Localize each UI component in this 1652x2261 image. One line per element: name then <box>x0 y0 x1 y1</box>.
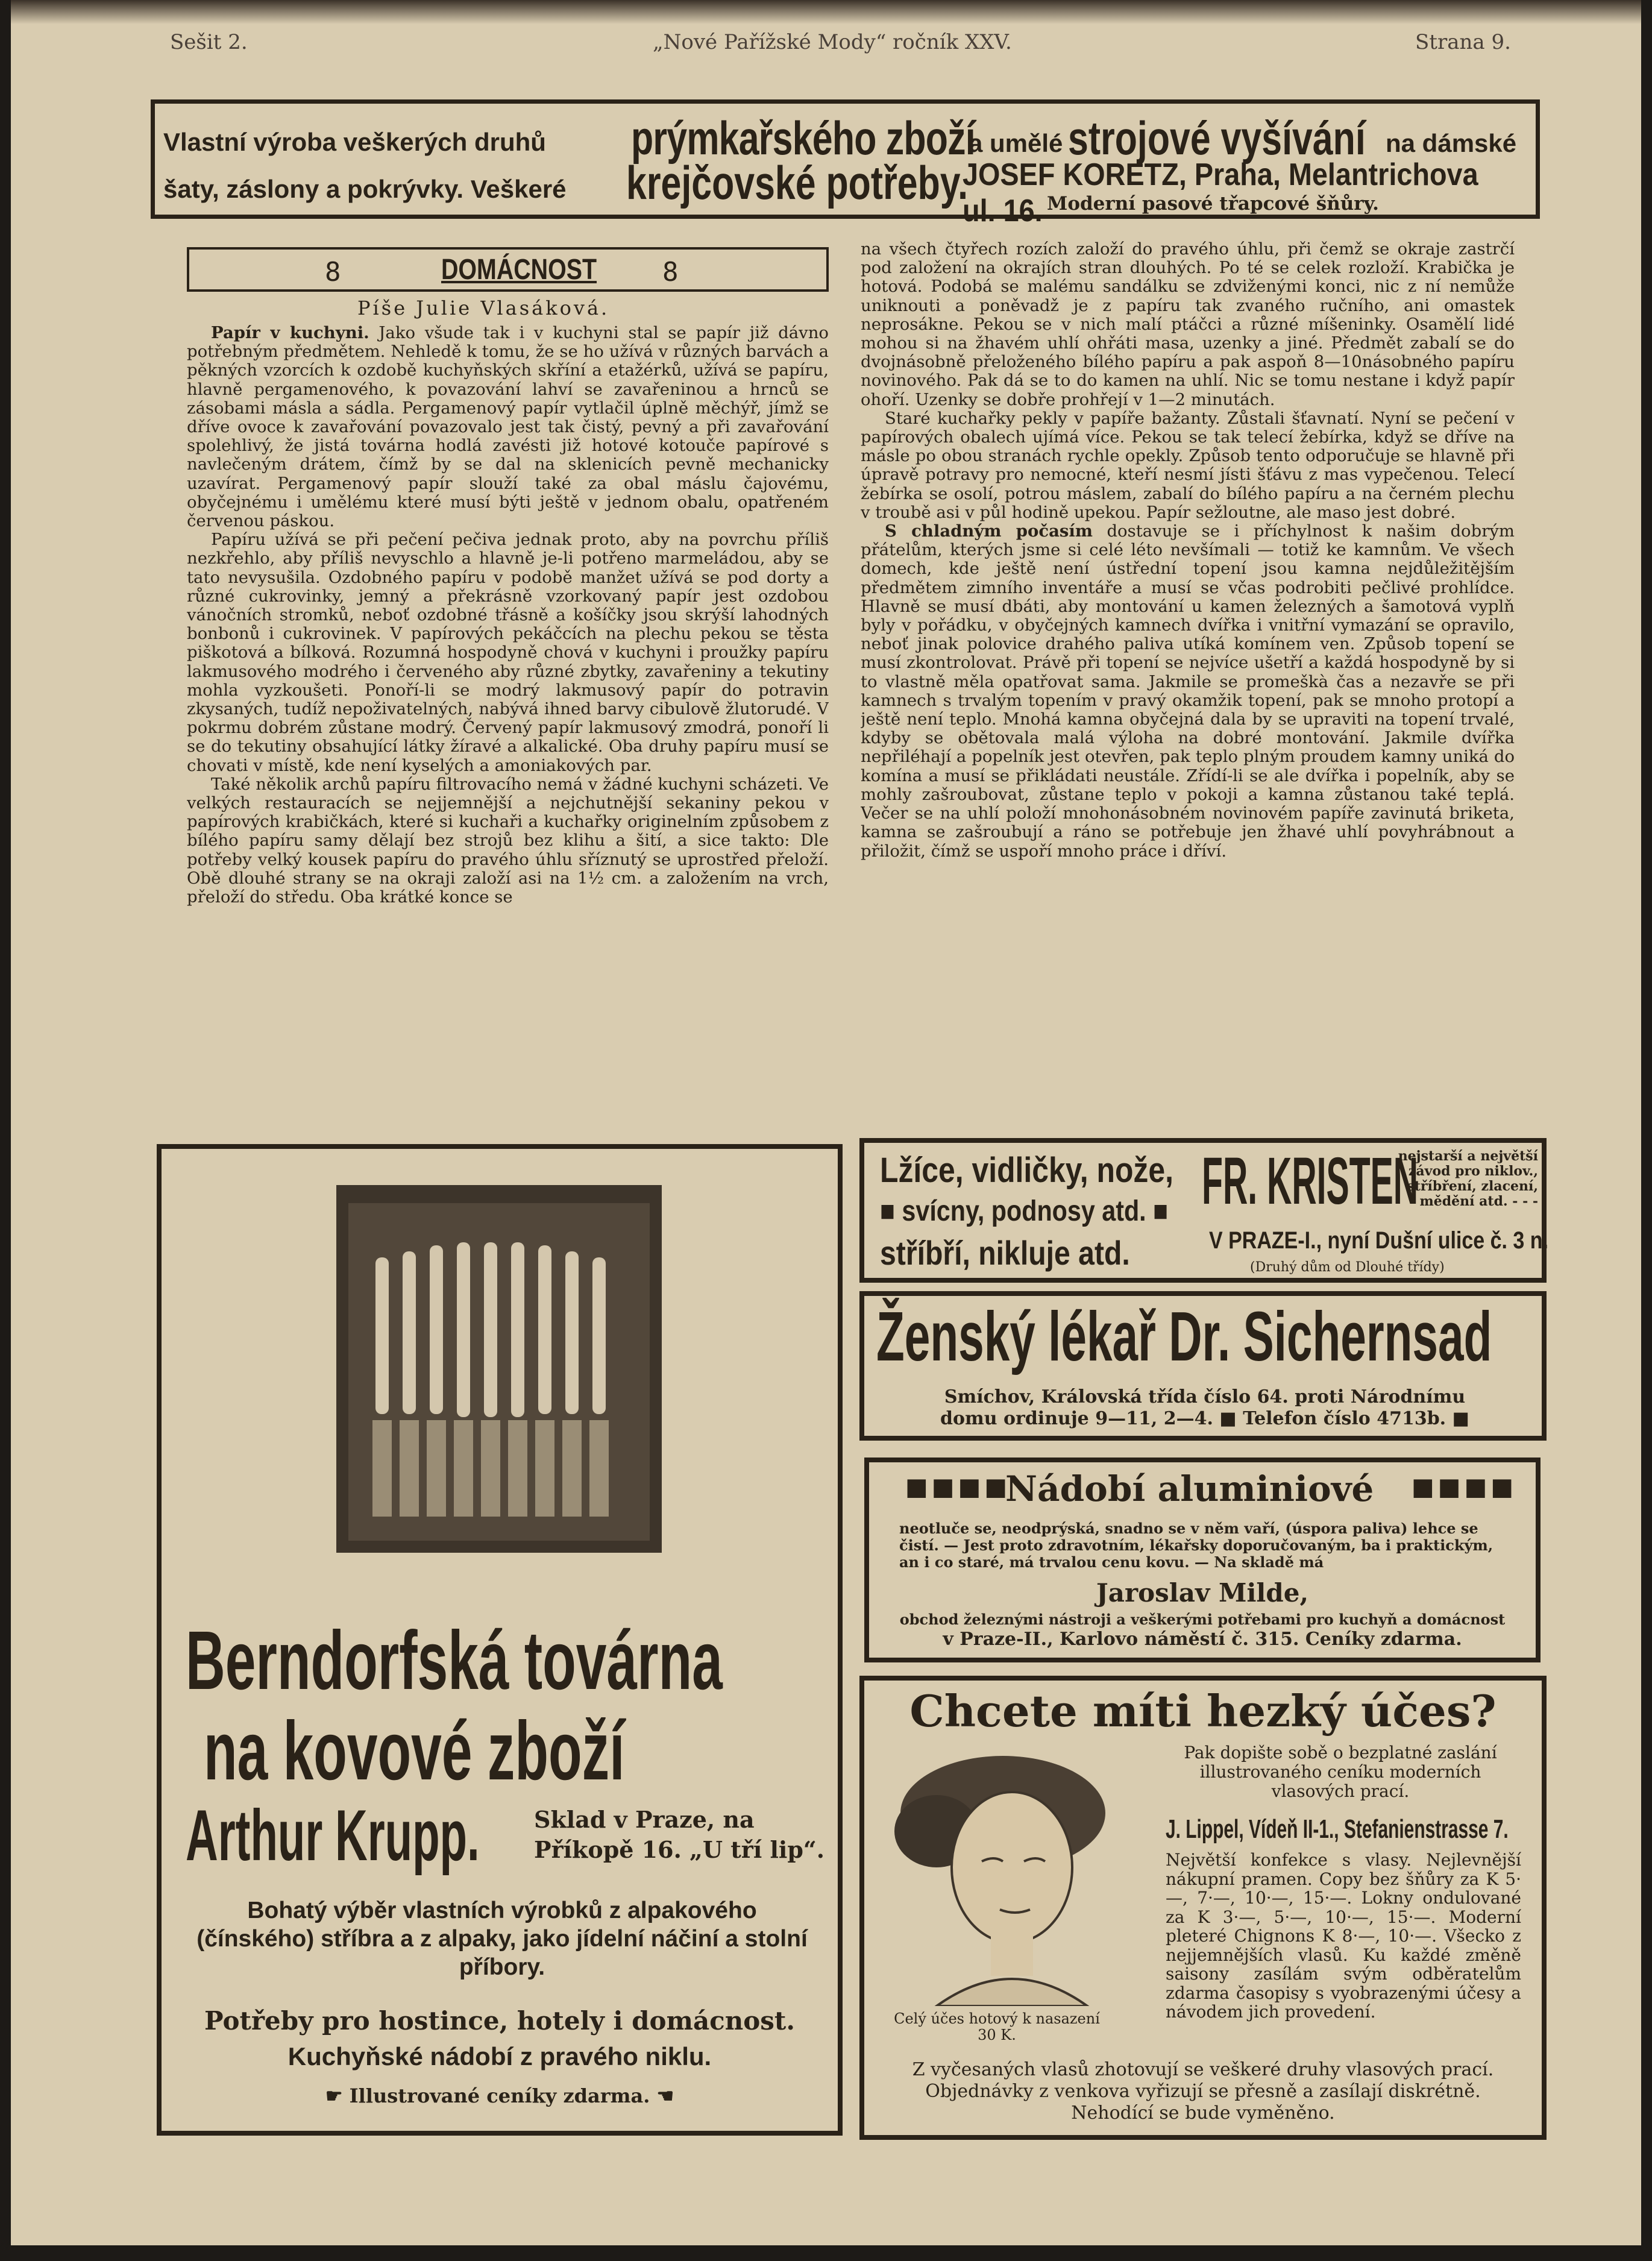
krupp-line-hotels: Potřeby pro hostince, hotely i domácnost. <box>204 2006 795 2036</box>
krupp-title-2: na kovové zboží <box>204 1705 625 1797</box>
top-ad-vysivani: strojové vyšívání <box>1068 112 1366 165</box>
hairstyle-portrait-illustration <box>882 1747 1111 2006</box>
hair-body: Největší konfekce s vlasy. Nejlevnější nákupní pramen. Copy bez šňůry za K 5·—, 7·—, 10·—, 15·—. Lokny ondulované za K 3·—, 5·—, 10·—, 15·—. Moderní pleteré Chignons K 8·—, 10·—. Všecko z nejjemnějších vlasů. Ku každé změně saisony zasílám svým odběratelům zdarma časopisy s vyobrazenými účesy a návodem jich provedení. <box>1166 1850 1521 2022</box>
page-number: Strana 9. <box>1415 30 1511 54</box>
bullet-icon-2: ■ <box>1146 1195 1169 1227</box>
hair-intro: Pak dopište sobě o bezplatné zaslání illustrovaného ceníku moderních vlasových prací. <box>1184 1743 1497 1801</box>
paragraph-lead-cold: S chladným počasím <box>885 521 1093 541</box>
article-right-column <box>861 240 1515 1127</box>
article-paragraph-3: Také několik archů papíru filtrovacího nemá v žádné kuchyni scházeti. Ve velkých restauracích se nejjemnější a nejchutnější sekaniny pekou v papírových krabičkách, které si kuchaři a kuchařky originelním způsobem z bílého papíru samy dělají bez strojů bez klihu a šití, a sice takto: Dle potřeby velký kousek papíru do pravého úhlu sříznutý se uprostřed přeloží. Obě dlouhé strany se na okraji založí asi na 1½ cm. a založením na vrch, přeloží do středu. Oba krátké konce se <box>187 774 829 907</box>
article-paragraph-5: Staré kuchařky pekly v papíře bažanty. Zůstali šťavnatí. Nyní se pečení v papírových obalech ujímá více. Pekou se tak telecí žebírka, když se dříve na másle po obou stranách rychle opekly. Způsob tento odporučuje se hlavně při úpravě potravy pro nemocné, kteří nesmí jísti šťávu z mas vypečenou. Telecí žebírka se osolí, potrou máslem, zabalí do bílého papíru a na černém plechu v troubě asi v půl hodině upekou. Papír sežloutne, ale maso jest dobré. <box>861 408 1515 522</box>
aluminium-shop: obchod železnými nástroji a veškerými potřebami pro kuchyň a domácnost <box>899 1611 1506 1628</box>
hair-title: Chcete míti hezký účes? <box>909 1685 1497 1737</box>
doctor-line-1: Smíchov, Královská třída číslo 64. proti Národnímu <box>944 1386 1466 1407</box>
aluminium-address: v Praze-II., Karlovo náměstí č. 315. Ceníky zdarma. <box>943 1629 1462 1650</box>
doctor-title: Ženský lékař Dr. Sichernsad <box>876 1297 1492 1376</box>
bullet-icon: ■ <box>1219 1408 1237 1429</box>
krupp-line-catalog: ☛ Illustrované ceníky zdarma. ☚ <box>325 2084 674 2107</box>
kristen-description: nejstarší a největší závod pro niklov., stříbření, zlacení, mědění atd. - - - <box>1398 1148 1538 1209</box>
krupp-advertisement <box>157 1144 843 2136</box>
article-paragraph-1: Papír v kuchyni. Jako všude tak i v kuchyni stal se papír již dávno potřebným předmětem. Nehledě k tomu, že se ho užívá v různých barvách a pěkných vzorcích k ozdobě kuchyňských skříní a etažérků, užívá se papíru, hlavně pergamenového, k povazování lahví se zavařeninou a hrnců se zásobami másla a sádla. Pergamenový papír vytlačil úplně měchýř, jímž se dříve ovoce k zavařování povazovalo jest tak čistý, pevný a při zavařování spolehlivý, že jistá továrna hodlá zavésti již hotové kotouče papírové s navlečeným drátem, čímž by se dal na sklenicích pevně mechanicky uzavírat. Pergamenový papír slouží také za obal máslu čajovému, obyčejnému i umělému které musí býti ještě v jednom obalu, opatřeném červenou páskou. <box>187 324 829 531</box>
decor-squares-right: ■■■■ <box>1412 1473 1518 1501</box>
publication-title: „Nové Pařížské Mody“ ročník XXV. <box>653 30 1012 54</box>
top-ad-potreby: krejčovské potřeby. <box>626 156 968 209</box>
kristen-advertisement <box>859 1138 1547 1283</box>
top-ad-company: JOSEF KORETZ, Praha, Melantrichova ul. 16. <box>963 157 1478 228</box>
doctor-advertisement <box>859 1291 1547 1441</box>
top-ad-tagline: Moderní pasové třapcové šňůry. <box>1047 193 1379 215</box>
article-paragraph-4: na všech čtyřech rozích založí do pravého úhlu, při čemž se okraje zastrčí pod založení na okrajích stran dlouhých. Po té se celek rozloží. Krabička je hotová. Podobá se malému sandálku se zdviženými konci, nic z ní nemůže uniknouti a poněvadž je z papíru tak zvaného ručního, ani omastek neprosákne. Pekou se v nich malí ptáčci a různé míšeninky. Osamělí lidé mohou si na žhavém uhlí ohřáti masa, uzenky a jiné. Předmět zabalí se do dvojnásobně přeloženého bílého papíru a pak aspoň 8—10násobného papíru novinového. Pak dá se to do kamen na uhlí. Nic se tomu nestane i když papír ohoří. Uzenky se dobře prohřejí v 1—2 minutách. <box>861 240 1515 409</box>
krupp-name: Arthur Krupp. <box>186 1795 480 1876</box>
aluminium-title: Nádobí aluminiové <box>1005 1468 1374 1509</box>
top-ad-text-4: šaty, záslony a pokrývky. Veškeré <box>163 175 567 203</box>
kristen-address: V PRAZE-I., nyní Dušní ulice č. 3 n. <box>1209 1227 1548 1254</box>
hair-company: J. Lippel, Vídeň II-1., Stefanienstrasse 7. <box>1166 1814 1509 1844</box>
article-paragraph-2: Papíru užívá se při pečení pečiva jednak proto, aby na povrchu příliš nezkřehlo, aby příliš nevyschlo a hlavně je-li potřeno marmeládou, aby se tato nevysušila. Ozdobného papíru v podobě manžet užívá se pod dorty a různé cukrovinky, jemný a překrásně vzorkovaný papír jest ozdobou vánočních stromků, neboť ozdobné třásně a košíčky jsou skrýší lahodných bonbonů i cukrovinek. V papírových pekáčcích na plechu pekou se těsta piškotová a bílková. Rozumná hospodyně chová v kuchyni i proužky papíru lakmusového modrého i červeného aby různé zbytky, zavařeniny a tekutiny mohla vyzkoušeti. Ponoří-li se modrý lakmusový papír do potravin zkysaných, tudíž nepoživatelných, nabývá ihned barvy cibulově žlutorudé. V pokrmu dobrém zůstane modrý. Červený papír lakmusový zmodrá, ponoří li se do tekutiny obsahující látky žíravé a alkalické. Oba druhy papíru musí se chovati v místě, kde není kyselých a amoniakových par. <box>187 530 829 775</box>
top-ad-text-2: a umělé <box>969 129 1063 157</box>
krupp-line-nickel: Kuchyňské nádobí z pravého niklu. <box>287 2042 712 2071</box>
hair-footer: Z vyčesaných vlasů zhotovují se veškeré druhy vlasových prací. Objednávky z venkova vyřizují se přesně a zasílají diskrétně. Nehodící se bude vyměněno. <box>912 2059 1494 2124</box>
decor-squares-left: ■■■■ <box>905 1473 1011 1501</box>
bullet-icon-2: ■ <box>1452 1408 1469 1429</box>
article-paragraph-6: S chladným počasím dostavuje se i příchylnost k našim dobrým přátelům, kterých jsme si celé léto nevšímali — totiž ke kamnům. Ve všech domech, kde ještě není ústřední topení jsou kamna nejdůležitějším předmětem zimního inventáře a musí se včas podrobiti pečlivé prohlídce. Hlavně se musí dbáti, aby montování u kamen železných a šamotová vyplň byly v pořádku, v obyčejných kamnech dvířka i vnitřní vymazání se opravilo, neboť jinak polovice drahého paliva utíká komínem ven. Způsob topení se musí zkontrolovat. Právě při topení se nejvíce ušetří a každá hospodyně by si to vlastně měla opatřovat sama. Jakmile se promeškà čas a nezavře se při kamnech s trvalým topením v pravý okamžik topení, pak se mnoho protopí a ještě není teplo. Mnohá kamna obyčejná dala by se upraviti na topení trvalé, kdyby se obětovala malá výloha na dobré montování. Jakmile dvířka nepřiléhají a popelník jest otevřen, pak teplo plným proudem kamny uniká do komína a musí se přikládati neustále. Zřídí-li se ale dvířka i popelník, aby se mohly zašroubovat, zůstane teplo v pokoji a kamna zůstanou také teplá. Večer se na uhlí položí mnohonásobném novinovém papíře zavinutá briketa, kamna se zašroubují a ráno se potřebuje jen žhavé uhlí povyhrábnout a přiložit, čímž se uspoří mnoho práce i dříví. <box>861 521 1515 861</box>
top-ad-text-1: Vlastní výroba veškerých druhů <box>163 128 546 156</box>
scan-edge <box>11 0 1641 24</box>
krupp-store-1: Sklad v Praze, na <box>534 1806 755 1833</box>
kristen-line-2: ■ svícny, podnosy atd. ■ <box>880 1195 1169 1227</box>
paragraph-lead-paper: Papír v kuchyni. <box>211 324 369 342</box>
hand-pointer-icon-right: ☚ <box>650 2084 674 2107</box>
aluminium-seller: Jaroslav Milde, <box>1096 1578 1309 1608</box>
kristen-line-1: Lžíce, vidličky, nože, <box>880 1151 1173 1190</box>
kristen-name: FR. KRISTEN <box>1202 1144 1419 1218</box>
bullet-icon: ■ <box>880 1195 902 1227</box>
top-ad-text-3: na dámské <box>1386 129 1517 157</box>
kristen-note: (Druhý dům od Dlouhé třídy) <box>1250 1260 1445 1275</box>
newspaper-page <box>11 0 1641 2245</box>
top-advertisement <box>151 99 1540 228</box>
ornament-left: 8 <box>325 257 341 288</box>
hair-advertisement <box>859 1676 1547 2140</box>
krupp-description: Bohatý výběr vlastních výrobků z alpakového (čínského) stříbra a z alpaky, jako jídelní náčiní a stolní příbory. <box>196 1898 808 1980</box>
aluminium-description: neotluče se, neodprýská, snadno se v něm vaří, (úspora paliva) lehce se čistí. — Jest proto zdravotním, lékařsky doporučovaným, ba i praktickým, an i co staré, má trvalou cenu kovu. — Na skladě má <box>899 1520 1493 1571</box>
hair-caption: Celý účes hotový k nasazení 30 K. <box>894 2010 1100 2043</box>
article-left-column <box>187 324 829 1125</box>
hand-pointer-icon: ☛ <box>325 2084 350 2107</box>
krupp-title-1: Berndorfská továrna <box>186 1614 723 1707</box>
top-ad-prymky: prýmkařského zboží <box>631 112 975 165</box>
ornament-right: 8 <box>662 257 679 288</box>
article-byline: Píše Julie Vlasáková. <box>357 297 610 319</box>
krupp-store-2: Příkopě 16. „U tří lip“. <box>534 1836 825 1863</box>
cutlery-case-illustration <box>336 1185 662 1553</box>
aluminium-advertisement <box>864 1458 1541 1662</box>
doctor-line-2: domu ordinuje 9—11, 2—4. ■ Telefon číslo 4713b. ■ <box>940 1408 1469 1429</box>
section-heading-box <box>187 247 829 292</box>
issue-number: Sešit 2. <box>170 30 248 54</box>
kristen-line-3: stříbří, nikluje atd. <box>880 1234 1130 1272</box>
section-heading: DOMÁCNOST <box>441 254 597 286</box>
